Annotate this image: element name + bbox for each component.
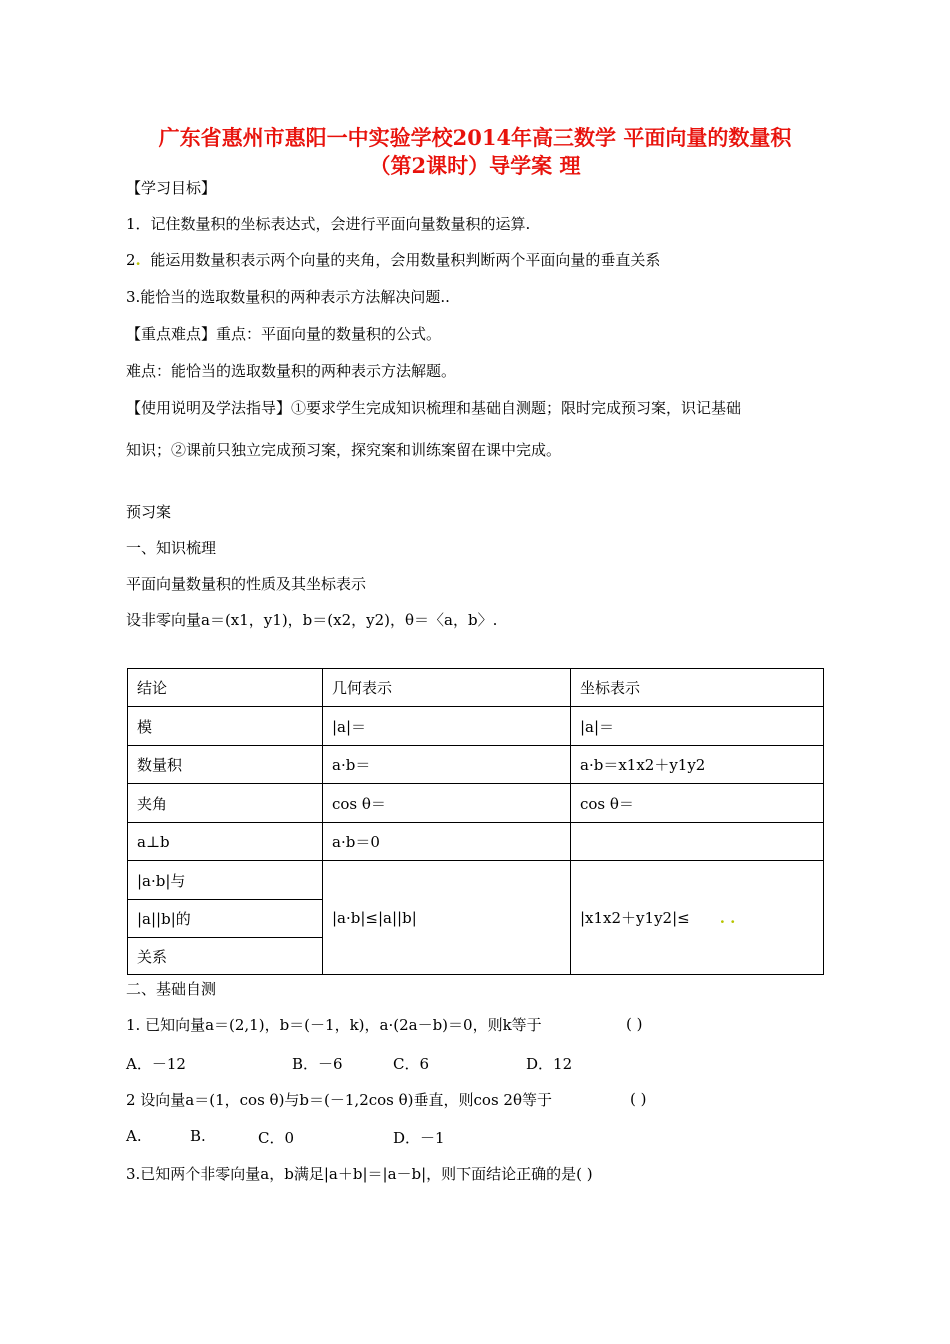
question-1-option: C．6 bbox=[393, 1055, 430, 1073]
question-2-answer-paren: ( ) bbox=[630, 1090, 647, 1108]
table-cell: a·b＝0 bbox=[323, 823, 571, 861]
table-row bbox=[128, 746, 824, 784]
table-cell: |a·b|≤|a||b| bbox=[323, 861, 571, 975]
key-points: 【重点难点】重点：平面向量的数量积的公式。 bbox=[126, 325, 442, 343]
table-cell: |a|＝ bbox=[323, 707, 571, 746]
instructions-line-2: 知识；②课前只独立完成预习案，探究案和训练案留在课中完成。 bbox=[126, 441, 562, 459]
goal-item-2-number: 2 bbox=[126, 251, 136, 269]
doc-title-line1: 广东省惠州市惠阳一中实验学校2014年高三数学 平面向量的数量积 bbox=[158, 125, 792, 150]
table-header: 几何表示 bbox=[323, 669, 571, 707]
question-2: 2 设向量a＝(1，cos θ)与b＝(－1,2cos θ)垂直，则cos 2θ等于 bbox=[126, 1091, 552, 1109]
table-cell: 模 bbox=[128, 707, 323, 746]
decorative-dot: . . bbox=[719, 909, 736, 927]
table-cell: a·b＝ bbox=[323, 746, 571, 784]
table-cell: 关系 bbox=[128, 938, 323, 975]
table-cell: 数量积 bbox=[128, 746, 323, 784]
table-row bbox=[128, 823, 824, 861]
table-cell: 夹角 bbox=[128, 784, 323, 823]
goal-item-1: 1．记住数量积的坐标表达式，会进行平面向量数量积的运算. bbox=[126, 215, 531, 233]
table-row bbox=[128, 784, 824, 823]
table-cell: a⊥b bbox=[128, 823, 323, 861]
question-2-option: A. bbox=[126, 1127, 142, 1145]
goals-header: 【学习目标】 bbox=[126, 179, 217, 197]
knowledge-subtitle: 平面向量数量积的性质及其坐标表示 bbox=[126, 575, 367, 593]
question-1-option: A．－12 bbox=[126, 1055, 186, 1073]
question-3: 3.已知两个非零向量a，b满足|a＋b|＝|a－b|，则下面结论正确的是( ) bbox=[126, 1165, 593, 1183]
table-cell bbox=[571, 823, 824, 861]
properties-table bbox=[127, 668, 824, 975]
table-header-row bbox=[128, 669, 824, 707]
table-header: 坐标表示 bbox=[571, 669, 824, 707]
question-2-option: D．－1 bbox=[393, 1129, 445, 1147]
table-row bbox=[128, 707, 824, 746]
goal-item-2-text: 能运用数量积表示两个向量的夹角，会用数量积判断两个平面向量的垂直关系 bbox=[150, 251, 661, 269]
table-cell-text: |x1x2＋y1y2|≤ bbox=[580, 909, 690, 927]
question-1-option: B．－6 bbox=[292, 1055, 343, 1073]
table-cell: cos θ＝ bbox=[323, 784, 571, 823]
section-knowledge: 一、知识梳理 bbox=[126, 539, 217, 557]
question-2-option: C．0 bbox=[258, 1129, 295, 1147]
goal-item-2 bbox=[126, 250, 660, 270]
decorative-dot: . bbox=[135, 251, 141, 269]
question-1-option: D．12 bbox=[526, 1055, 573, 1073]
section-selftest: 二、基础自测 bbox=[126, 980, 217, 998]
table-cell: cos θ＝ bbox=[571, 784, 824, 823]
goal-item-3: 3.能恰当的选取数量积的两种表示方法解决问题.. bbox=[126, 288, 450, 306]
doc-title-line2: （第2课时）导学案 理 bbox=[369, 153, 581, 178]
difficult-points: 难点：能恰当的选取数量积的两种表示方法解题。 bbox=[126, 362, 457, 380]
table-header: 结论 bbox=[128, 669, 323, 707]
table-row bbox=[128, 861, 824, 900]
table-cell: |a||b|的 bbox=[128, 900, 323, 938]
table-cell: a·b＝x1x2＋y1y2 bbox=[571, 746, 824, 784]
vector-assumption: 设非零向量a＝(x1，y1)，b＝(x2，y2)，θ＝〈a，b〉. bbox=[126, 611, 498, 629]
preview-label: 预习案 bbox=[126, 503, 172, 521]
table-cell bbox=[571, 861, 824, 975]
question-1-answer-paren: ( ) bbox=[626, 1015, 643, 1033]
table-cell: |a·b|与 bbox=[128, 861, 323, 900]
question-1: 1. 已知向量a＝(2,1)，b＝(－1，k)，a·(2a－b)＝0，则k等于 bbox=[126, 1016, 542, 1034]
table-cell: |a|＝ bbox=[571, 707, 824, 746]
question-2-option: B. bbox=[190, 1127, 206, 1145]
instructions-line-1: 【使用说明及学法指导】①要求学生完成知识梳理和基础自测题；限时完成预习案，识记基础 bbox=[126, 399, 742, 417]
